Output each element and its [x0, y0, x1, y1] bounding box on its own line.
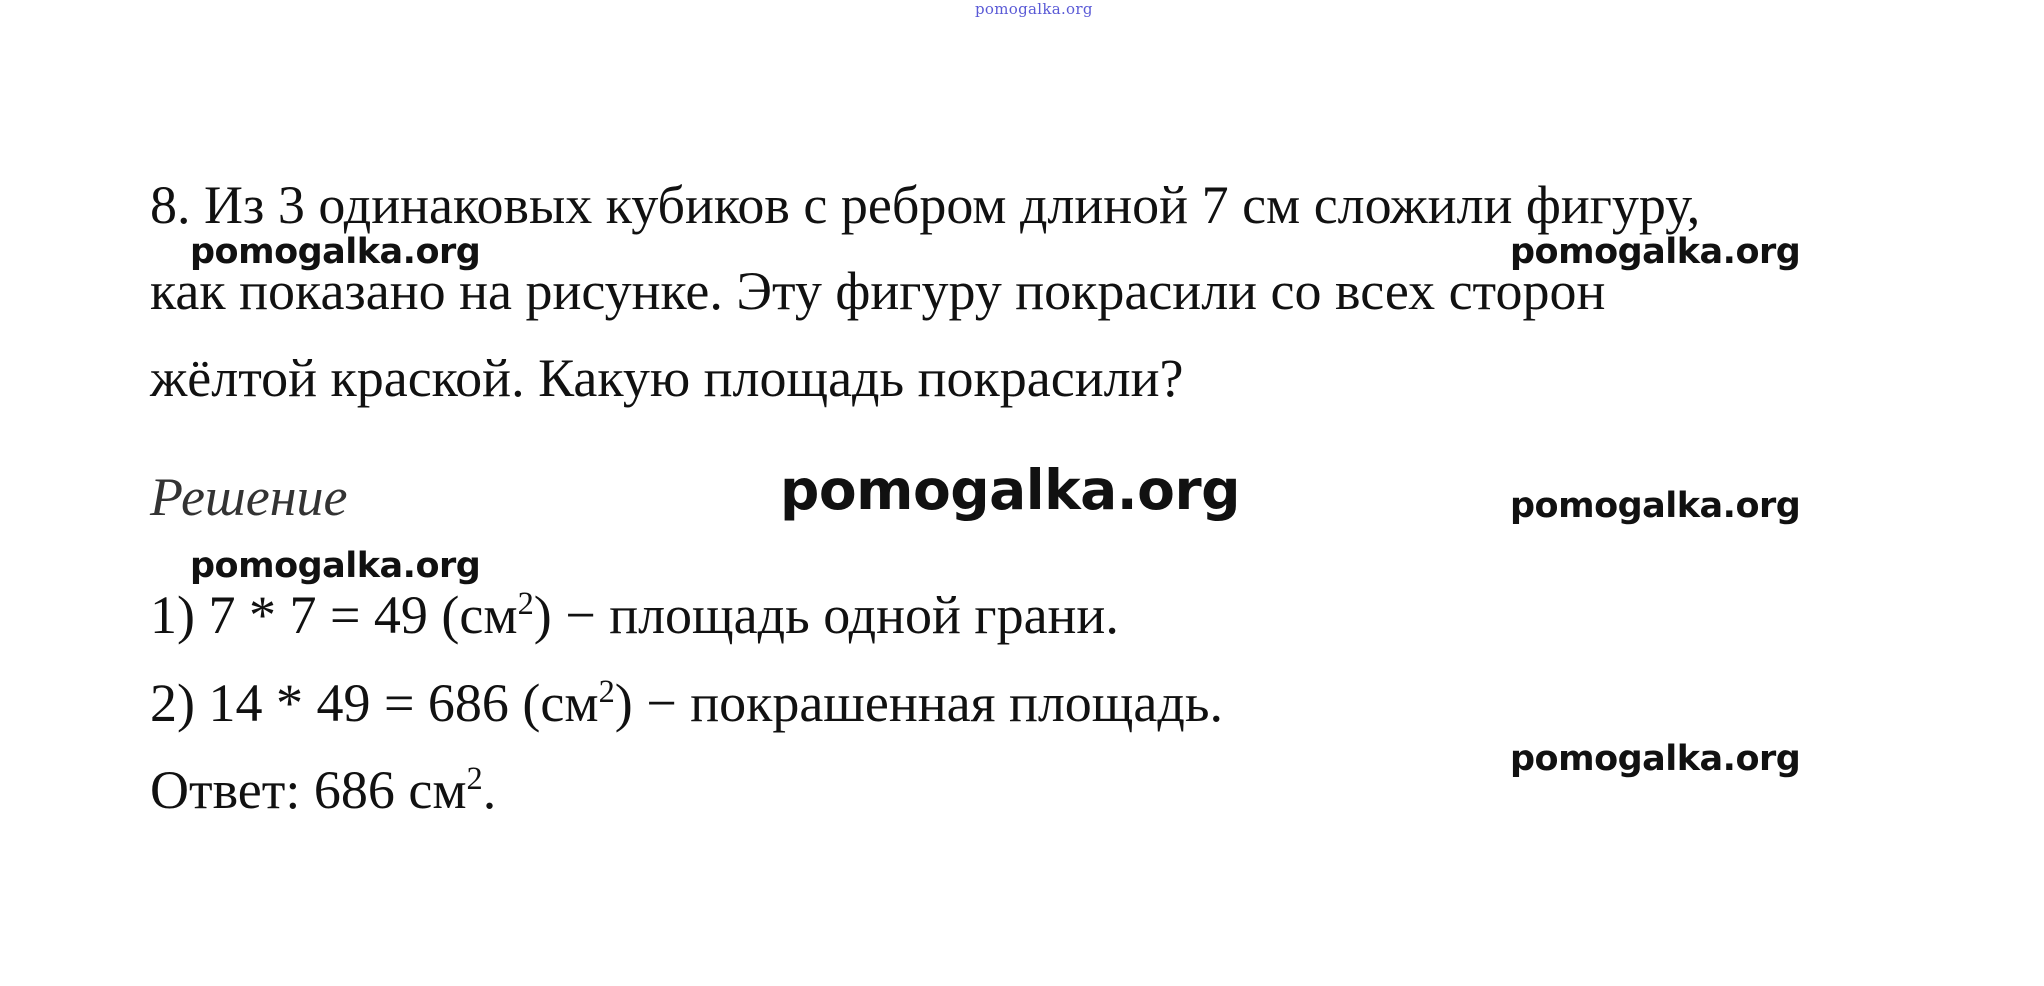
- step-2-tail: ) − покрашенная площадь.: [614, 673, 1223, 733]
- solution-heading: Решение: [150, 467, 348, 527]
- step-1-text: 1) 7 * 7 = 49 (см: [150, 585, 518, 645]
- watermark: pomogalka.org: [1510, 486, 1801, 526]
- problem-line-2: как показано на рисунке. Эту фигуру покрасили со всех сторон: [150, 261, 1606, 321]
- watermark: pomogalka.org: [780, 458, 1240, 522]
- answer-text: Ответ: 686 см: [150, 760, 467, 820]
- watermark: pomogalka.org: [190, 232, 481, 272]
- step-1-tail: ) − площадь одной грани.: [533, 585, 1119, 645]
- watermark: pomogalka.org: [190, 546, 481, 586]
- problem-line-3: жёлтой краской. Какую площадь покрасили?: [150, 348, 1184, 408]
- site-link[interactable]: pomogalka.org: [975, 0, 1093, 18]
- solution-step-1: [150, 585, 1119, 645]
- problem-line-1: 8. Из 3 одинаковых кубиков с ребром длиной 7 см сложили фигуру,: [150, 175, 1701, 235]
- step-2-superscript: 2: [598, 674, 615, 710]
- solution-step-2: [150, 673, 1223, 733]
- answer-tail: .: [482, 760, 497, 820]
- answer-superscript: 2: [466, 761, 483, 797]
- step-1-superscript: 2: [517, 586, 534, 622]
- answer-line: [150, 760, 497, 820]
- watermark: pomogalka.org: [1510, 232, 1801, 272]
- step-2-text: 2) 14 * 49 = 686 (см: [150, 673, 599, 733]
- watermark: pomogalka.org: [1510, 739, 1801, 779]
